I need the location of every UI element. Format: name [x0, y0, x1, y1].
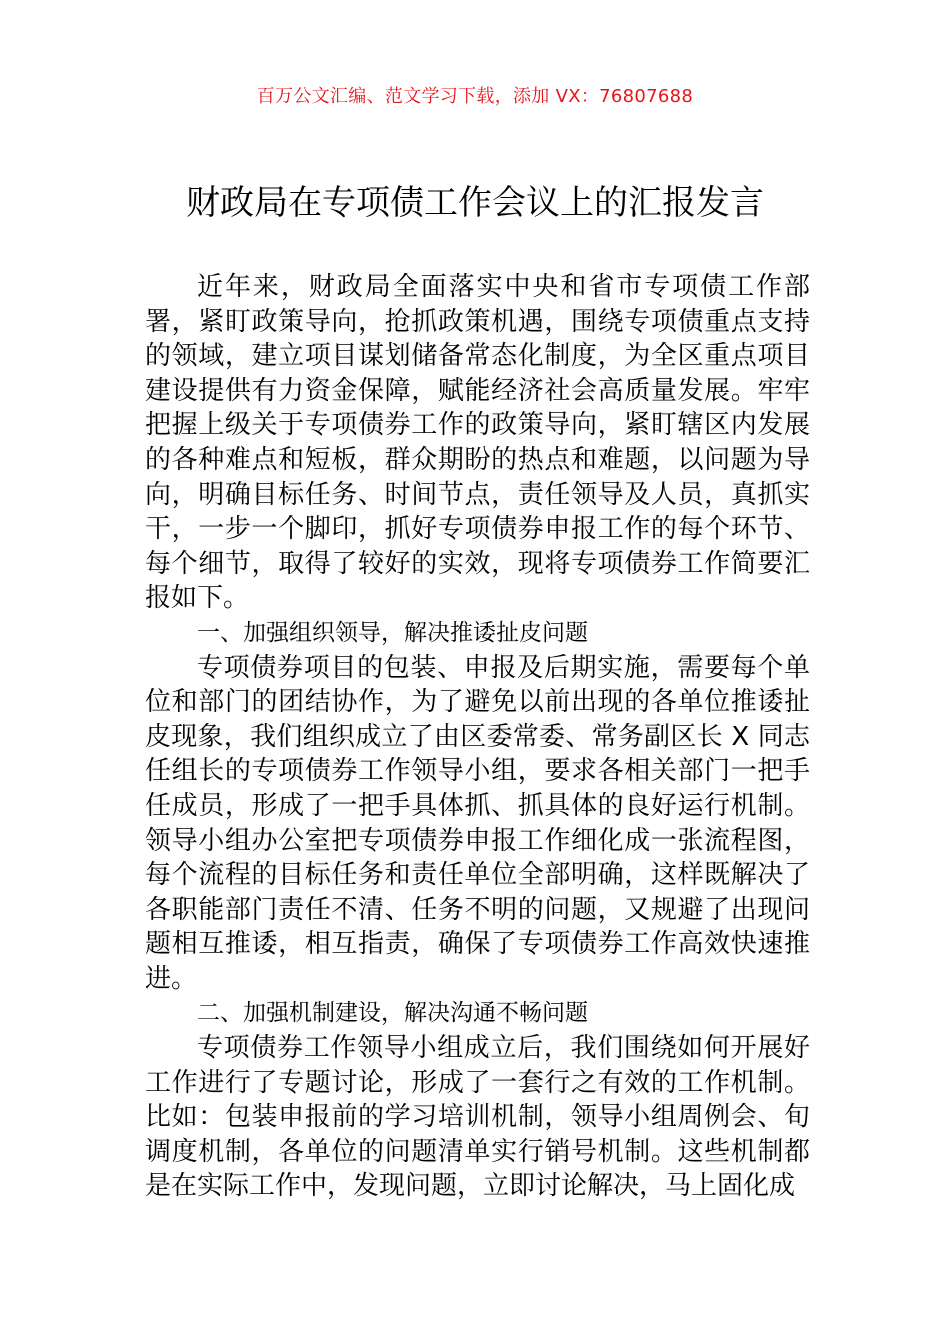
watermark-header-text: 百万公文汇编、范文学习下载，添加 VX：76807688 — [256, 86, 694, 107]
document-title: 财政局在专项债工作会议上的汇报发言 — [186, 183, 764, 223]
section-2-paragraph: 专项债券工作领导小组成立后，我们围绕如何开展好工作进行了专题讨论，形成了一套行之有效的工作机制。比如：包装申报前的学习培训机制，领导小组周例会、旬调度机制，各单位的问题清单实行销号机制。这些机制都是在实际工作中，发现问题，立即讨论解决，马上固化成 — [145, 1033, 810, 1202]
section-heading-1: 一、加强组织领导，解决推诿扯皮问题 — [197, 619, 588, 646]
document-body — [145, 270, 810, 1204]
section-1-paragraph: 专项债券项目的包装、申报及后期实施，需要每个单位和部门的团结协作，为了避免以前出现的各单位推诿扯皮现象，我们组织成立了由区委常委、常务副区长 X 同志任组长的专项债券工作领导小组，要求各相关部门一把手任成员，形成了一把手具体抓、抓具体的良好运行机制。领导小组办公室把专项债券申报工作细化成一张流程图，每个流程的目标任务和责任单位全部明确，这样既解决了各职能部门责任不清、任务不明的问题，又规避了出现问题相互推诿，相互指责，确保了专项债券工作高效快速推进。 — [145, 652, 810, 994]
intro-paragraph: 近年来，财政局全面落实中央和省市专项债工作部署，紧盯政策导向，抢抓政策机遇，围绕专项债重点支持的领域，建立项目谋划储备常态化制度，为全区重点项目建设提供有力资金保障，赋能经济社会高质量发展。牢牢把握上级关于专项债券工作的政策导向，紧盯辖区内发展的各种难点和短板，群众期盼的热点和难题，以问题为导向，明确目标任务、时间节点，责任领导及人员，真抓实干，一步一个脚印，抓好专项债券申报工作的每个环节、每个细节，取得了较好的实效，现将专项债券工作简要汇报如下。 — [145, 272, 810, 614]
section-heading-2: 二、加强机制建设，解决沟通不畅问题 — [197, 1000, 588, 1027]
